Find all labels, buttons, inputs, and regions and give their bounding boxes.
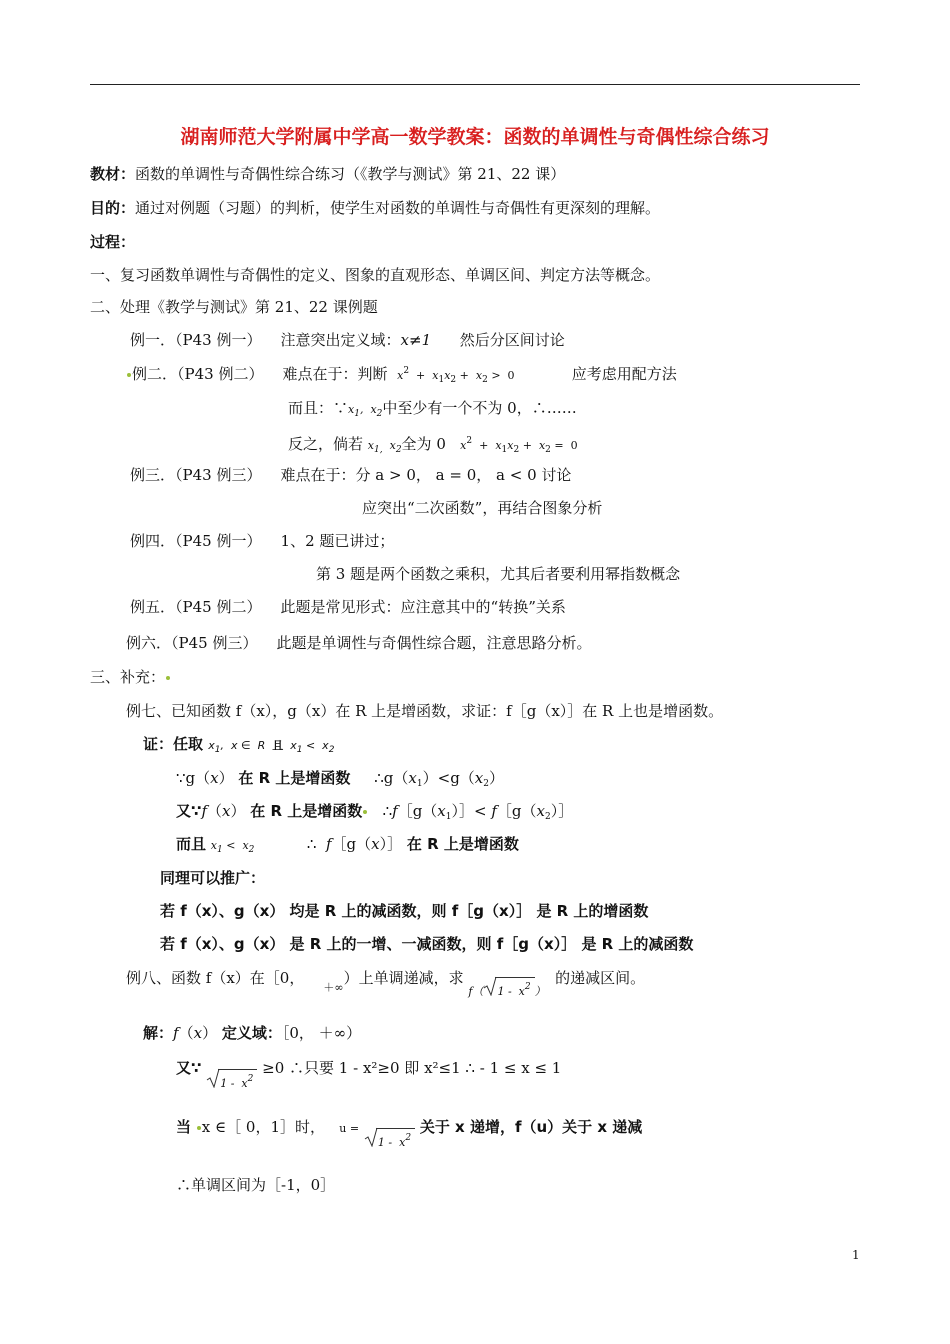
example-2-formula-eq: $x^2 + x_1x_2 + x_2 = 0$ (460, 436, 578, 455)
step-3-text: 三、补充： (90, 668, 166, 686)
goal-line (90, 198, 660, 218)
proof-label: 证：任取 (143, 735, 204, 753)
example-5 (130, 597, 566, 617)
variable-x1-x2: $x_1$, $x_2$ (348, 403, 383, 419)
example-6 (126, 633, 592, 653)
solution-line-3-u: u = (339, 1122, 360, 1135)
example-5-text: 此题是常见形式：应注意其中的“转换”关系 (280, 598, 566, 616)
proof-line-4-cond: $x_1 < x_2$ (210, 839, 255, 855)
proof-line-3-fx: f (201, 802, 207, 820)
header-rule (90, 84, 860, 85)
generalization-label: 同理可以推广： (160, 869, 266, 887)
goal-label: 目的： (90, 199, 136, 217)
proof-line-1 (143, 734, 334, 760)
example-3 (130, 465, 571, 485)
solution-line-2 (176, 1058, 561, 1091)
material-line (90, 164, 565, 184)
example-2-tail: 应考虑用配方法 (571, 365, 677, 383)
solution-line-3-b: x ∈［ 0，1］时， (201, 1118, 325, 1136)
page-number: 1 (852, 1248, 860, 1262)
example-1-tail: 然后分区间讨论 (459, 331, 565, 349)
proof-line-4-text: 在 R 上是增函数 (406, 835, 519, 853)
variable-x1-x2-b: $x_{1,}$ $x_2$ (367, 439, 402, 455)
example-2-line-3-b: 全为 0 (401, 435, 446, 453)
example-8 (126, 968, 645, 1002)
page-title: 湖南师范大学附属中学高一数学教案：函数的单调性与奇偶性综合练习 (180, 126, 770, 148)
example-1 (130, 330, 565, 350)
example-2-line-2 (288, 398, 577, 424)
solution-line-2-b: ≥0 ∴只要 1 - x²≥0 即 x²≤1 ∴ - 1 ≤ x ≤ 1 (262, 1059, 562, 1077)
solution-line-3-a: 当 (176, 1118, 192, 1136)
annotation-mark-3 (363, 810, 367, 814)
solution-line-1 (143, 1023, 361, 1043)
solution-line-3 (176, 1117, 642, 1150)
proof-line-2-result: $\therefore g(x_1)<g(x_2)$ (374, 769, 505, 789)
annotation-mark-2 (166, 676, 170, 680)
example-4-line-2: 第 3 题是两个函数之乘积，尤其后者要利用幂指数概念 (316, 565, 681, 583)
step-2: 二、处理《教学与测试》第 21、22 课例题 (90, 298, 378, 316)
proof-variables: $x_1$, x ∈ R 且 $x_1 < x_2$ (208, 739, 335, 755)
step-1: 一、复习函数单调性与奇偶性的定义、图象的直观形态、单调区间、判定方法等概念。 (90, 266, 661, 284)
annotation-mark (127, 373, 131, 377)
example-1-text: 注意突出定义域： (280, 331, 401, 349)
example-2-head: 例二．（P43 例二） (132, 365, 264, 383)
example-2-formula: $x^2 + x_1x_2 + x_2 > 0$ (397, 366, 515, 385)
proof-line-3-result: $\therefore f[g(x_1)]<$ $f[g(x_2)]$ (382, 802, 574, 822)
material-label: 教材： (90, 165, 136, 183)
generalization-2: 若 f（x）、g（x） 是 R 上的一增、一减函数，则 f［g（x）］ 是 R 上的减函数 (160, 935, 694, 953)
solution-line-4: ∴单调区间为［-1，0］ (176, 1176, 336, 1194)
proof-line-4: 而且 $x_1 < x_2$ ∴ f［g（x）］ 在 R 上是增函数 (176, 835, 519, 855)
example-8-composite: f（ 1 - x2 ） (468, 985, 545, 998)
example-6-text: 此题是单调性与奇偶性综合题，注意思路分析。 (276, 634, 592, 652)
example-3-text: 难点在于：分 a > 0， a = 0， a < 0 讨论 (280, 466, 572, 484)
proof-line-2-cond: ∵g（x） (176, 769, 234, 787)
material-text: 函数的单调性与奇偶性综合练习（《教学与测试》第 21、22 课） (135, 165, 566, 183)
proof-line-4-a: 而且 (176, 835, 207, 853)
example-5-head: 例五．（P45 例二） (130, 598, 262, 616)
process-label: 过程： (90, 233, 136, 251)
example-8-text-2: ）上单调递减，求 (343, 969, 464, 987)
sqrt-expression-2: $1 - x^2$ (364, 1127, 415, 1150)
annotation-mark-4 (197, 1126, 201, 1130)
example-8-tail: 的递减区间。 (555, 969, 646, 987)
example-2-line-3-a: 反之，倘若 (288, 435, 364, 453)
example-3-line-2: 应突出“二次函数”，再结合图象分析 (362, 499, 603, 517)
sqrt-expression: $1 - x^2$ (206, 1068, 257, 1091)
example-3-head: 例三．（P43 例三） (130, 466, 262, 484)
proof-line-2-text: 在 R 上是增函数 (238, 769, 351, 787)
example-4-text: 1、2 题已讲过； (280, 532, 395, 550)
proof-line-2 (176, 768, 504, 794)
proof-line-3-a: 又∵ (176, 802, 202, 820)
example-6-head: 例六．（P45 例三） (126, 634, 258, 652)
proof-line-3-text: 在 R 上是增函数 (250, 802, 363, 820)
step-3 (90, 667, 171, 687)
example-2-line-3 (288, 431, 578, 460)
example-2 (126, 361, 677, 390)
solution-line-2-a: 又∵ (176, 1059, 202, 1077)
example-7: 例七、已知函数 f（x），g（x）在 R 上是增函数，求证：f［g（x）］在 R 上也是增函数。 (126, 702, 724, 720)
solution-label: 解： (143, 1024, 174, 1042)
example-2-text: 难点在于：判断 (282, 365, 388, 383)
example-4 (130, 531, 394, 551)
example-8-text: 例八、函数 f（x）在［0， (126, 969, 305, 987)
generalization-1: 若 f（x）、g（x） 均是 R 上的减函数，则 f［g（x）］ 是 R 上的增函数 (160, 902, 649, 920)
example-1-head: 例一．（P43 例一） (130, 331, 262, 349)
proof-line-3: 又∵f（x） 在 R 上是增函数 $\therefore f[g(x_1)]<$ $f[g(x_2)]$ (176, 802, 574, 822)
solution-line-3-d: 关于 x 递增，f（u）关于 x 递减 (419, 1118, 643, 1136)
goal-text: 通过对例题（习题）的判析，使学生对函数的单调性与奇偶性有更深刻的理解。 (135, 199, 661, 217)
example-1-condition: x≠1 (400, 331, 432, 349)
solution-domain-text: f（x） 定义域：［0， ＋∞） (173, 1024, 362, 1042)
example-4-head: 例四．（P45 例一） (130, 532, 262, 550)
example-2-line-2-a: 而且：∵ (288, 399, 349, 417)
example-2-line-2-b: 中至少有一个不为 0，∴…… (382, 399, 577, 417)
example-8-infinity: ＋∞ (323, 981, 344, 994)
